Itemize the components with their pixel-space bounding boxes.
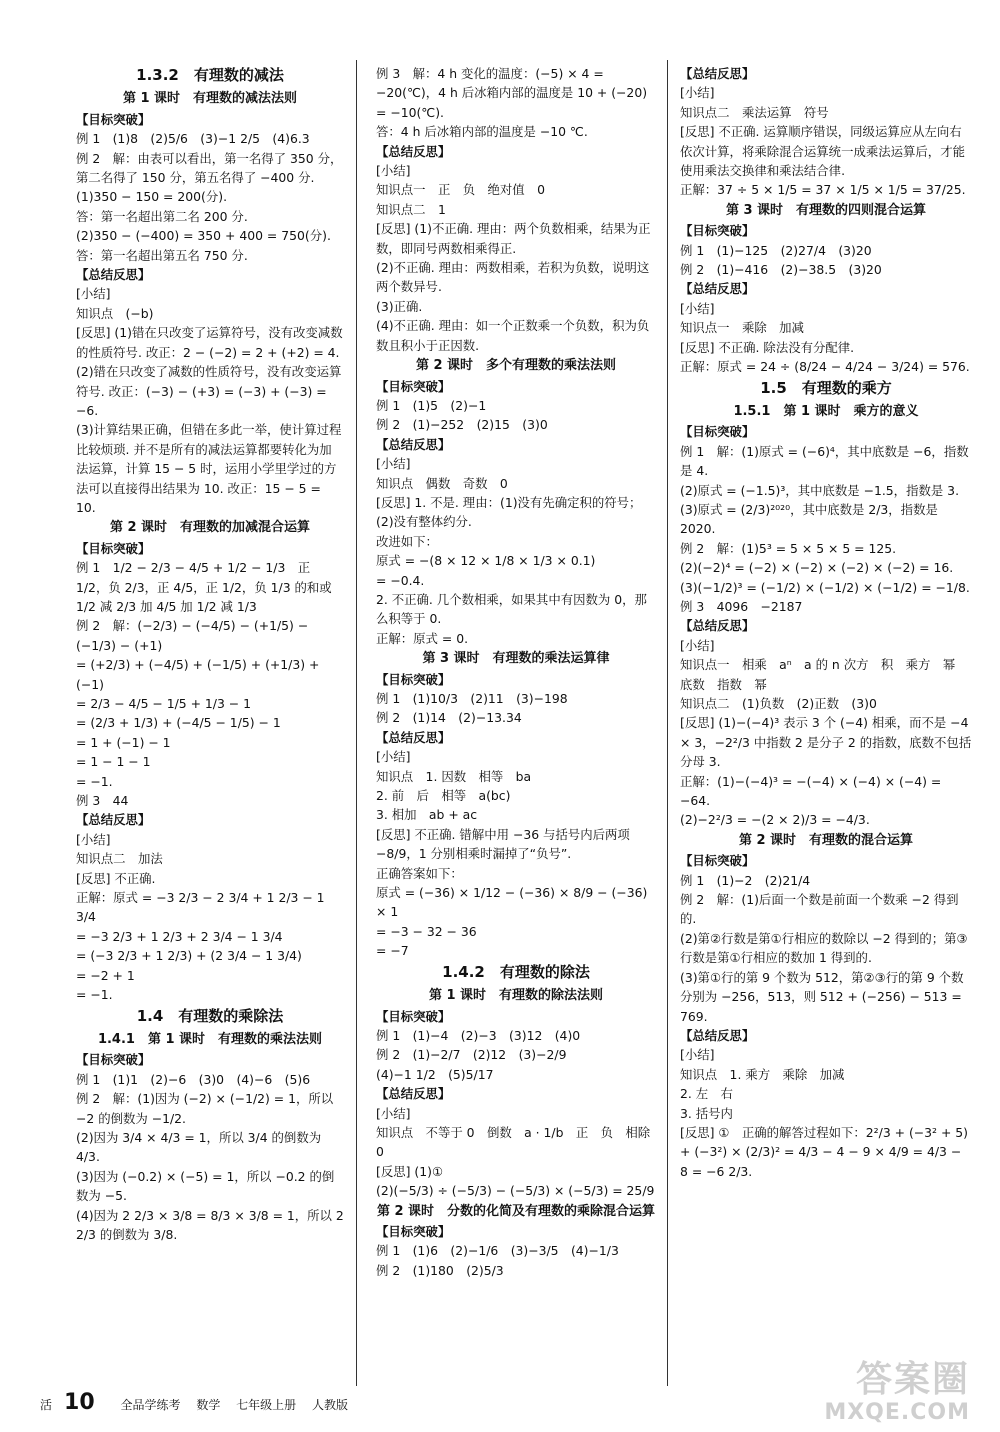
section-heading: 1.4 有理数的乘除法	[136, 1006, 284, 1025]
answer-line: (2)错在只改变了减数的性质符号，没有改变运算符号. 改正：(−3) − (+3) = (−3) + (−3) = −6.	[76, 364, 342, 418]
lesson-heading: 第 2 课时 有理数的加减混合运算	[109, 520, 311, 536]
section-tag: 【目标突破】	[376, 671, 451, 687]
edition: 人教版	[312, 1398, 349, 1412]
lesson-heading: 第 2 课时 分数的化简及有理数的乘除混合运算	[376, 1203, 656, 1219]
section-tag: 【总结反思】	[376, 1086, 451, 1102]
answer-line: 例 2 解：(−2/3) − (−4/5) − (+1/5) − (−1/3) − (+1)	[76, 618, 309, 653]
answer-line: (2)第②行数是第①行相应的数除以 −2 得到的；第③行数是第①行相应的数加 1 得到的.	[680, 930, 968, 966]
answer-line: 例 2 (1)−252 (2)15 (3)0	[376, 417, 548, 433]
answer-line: (4)不正确. 理由：如一个正数乘一个负数，积为负数且积小于正因数.	[376, 318, 650, 353]
lesson-heading: 1.4.1 第 1 课时 有理数的乘法法则	[97, 1031, 323, 1047]
answer-line: = −3 − 32 − 36	[376, 923, 477, 939]
answer-line: [反思] ① 正确的解答过程如下：2²/3 + (−3² + 5) + (−3²) × (2/3)² = 4/3 − 4 − 9 × 4/9 = 4/3 − 8 = −6 2/3.	[680, 1124, 969, 1179]
answer-line: = 1 + (−1) − 1	[76, 734, 171, 750]
answer-line: [反思] (1)错在只改变了运算符号，没有改变减数的性质符号. 改正：2 − (−2) = 2 + (+2) = 4.	[76, 325, 343, 360]
answer-line: 答：第一名超出第五名 750 分.	[76, 247, 248, 263]
section-tag: 【总结反思】	[680, 618, 755, 634]
section-tag: 【目标突破】	[680, 853, 755, 869]
column-left	[76, 64, 344, 1244]
section-tag: 【目标突破】	[376, 1223, 451, 1239]
section-tag: 【总结反思】	[376, 729, 451, 745]
answer-line: 答：第一名超出第二名 200 分.	[76, 208, 248, 224]
column-middle	[376, 64, 663, 1280]
answer-line: (4)−1 1/2 (5)5/17	[376, 1066, 494, 1082]
answer-line: 例 2 (1)−416 (2)−38.5 (3)20	[680, 262, 882, 278]
answer-line: 例 2 解：由表可以看出，第一名得了 350 分，第二名得了 150 分，第五名得了 −400 分.	[76, 150, 343, 186]
answer-line: [反思] 不正确. 除法没有分配律.	[680, 339, 855, 355]
answer-line: (2)(−2)⁴ = (−2) × (−2) × (−2) × (−2) = 16.	[680, 560, 954, 576]
answer-line: 答：4 h 后冰箱内部的温度是 −10 ℃.	[376, 124, 588, 140]
answer-line: [小结]	[76, 286, 111, 302]
answer-line: [反思] (1)−(−4)³ 表示 3 个 (−4) 相乘，而不是 −4 × 3，−2²/3 中指数 2 是分子 2 的指数，底数不包括分母 3.	[680, 715, 972, 770]
answer-line: 例 3 4096 −2187	[680, 598, 803, 614]
answer-line: (1)350 − 150 = 200(分).	[76, 189, 228, 205]
answer-line: [反思] 不正确. 错解中用 −36 与括号内后两项 −8/9，1 分别相乘时漏掉了“负号”.	[376, 826, 630, 862]
lesson-heading: 1.5.1 第 1 课时 乘方的意义	[733, 403, 919, 419]
section-tag: 【总结反思】	[76, 812, 151, 828]
answer-line: 知识点二 (1)负数 (2)正数 (3)0	[680, 696, 877, 711]
answer-line: 例 1 (1)−125 (2)27/4 (3)20	[680, 242, 872, 258]
answer-line: (2)因为 3/4 × 4/3 = 1，所以 3/4 的倒数为 4/3.	[76, 1129, 322, 1165]
answer-line: 知识点 (−b)	[76, 305, 154, 321]
lesson-heading: 第 1 课时 有理数的除法法则	[428, 988, 604, 1004]
lesson-heading: 第 3 课时 有理数的乘法运算律	[422, 651, 610, 667]
answer-line: [反思] 不正确. 运算顺序错误，同级运算应从左向右依次计算，将乘除混合运算统一成乘法运算后，才能使用乘法交换律和乘法结合律.	[680, 124, 965, 179]
answer-line: (2)原式 = (−1.5)³，其中底数是 −1.5，指数是 3.	[680, 482, 960, 498]
answer-line: = (−3 2/3 + 1 2/3) + (2 3/4 − 1 3/4)	[76, 948, 302, 964]
answer-line: 知识点二 加法	[76, 851, 163, 867]
answer-line: 3. 括号内	[680, 1105, 733, 1121]
answer-line: [反思] (1)①	[376, 1163, 444, 1179]
section-tag: 【总结反思】	[680, 66, 755, 81]
lesson-heading: 第 1 课时 有理数的减法法则	[122, 91, 298, 107]
answer-line: 知识点一 正 负 绝对值 0	[376, 182, 545, 198]
answer-line: (2)不正确. 理由：两数相乘，若积为负数，说明这两个数异号.	[376, 260, 650, 295]
answer-line: 例 2 解：(1)因为 (−2) × (−1/2) = 1，所以 −2 的倒数为 −1/2.	[76, 1091, 334, 1126]
column-divider-2	[667, 60, 668, 1386]
answer-line: [小结]	[76, 831, 111, 847]
answer-line: (2)−2²/3 = −(2 × 2)/3 = −4/3.	[680, 812, 870, 828]
section-tag: 【总结反思】	[376, 436, 451, 452]
answer-line: = 1 − 1 − 1	[76, 754, 151, 770]
answer-line: = 2/3 − 4/5 − 1/5 + 1/3 − 1	[76, 696, 252, 711]
section-heading: 1.5 有理数的乘方	[760, 378, 892, 397]
answer-line: = −3 2/3 + 1 2/3 + 2 3/4 − 1 3/4	[76, 928, 283, 944]
answer-line: 例 1 (1)6 (2)−1/6 (3)−3/5 (4)−1/3	[376, 1243, 619, 1259]
section-tag: 【总结反思】	[376, 143, 451, 159]
answer-line: = −1.	[76, 987, 113, 1003]
answer-line: 例 3 44	[76, 793, 129, 809]
answer-line: 例 1 (1)5 (2)−1	[376, 397, 487, 413]
answer-line: 例 1 解：(1)原式 = (−6)⁴，其中底数是 −6，指数是 4.	[680, 443, 969, 479]
answer-line: 正解：原式 = −3 2/3 − 2 3/4 + 1 2/3 − 1 3/4	[76, 890, 325, 925]
lesson-heading: 第 3 课时 有理数的四则混合运算	[725, 202, 927, 218]
answer-line: 正解：原式 = 0.	[376, 630, 469, 646]
answer-line: [反思] 不正确.	[76, 870, 156, 886]
answer-line: (2)(−5/3) ÷ (−5/3) − (−5/3) × (−5/3) = 25/9	[376, 1183, 655, 1199]
answer-line: 知识点 1. 乘方 乘除 加减	[680, 1066, 845, 1082]
answer-line: [小结]	[680, 300, 715, 316]
answer-line: 正确答案如下：	[376, 865, 463, 881]
section-tag: 【目标突破】	[76, 111, 151, 127]
column-divider-1	[356, 60, 357, 1386]
answer-line: 知识点 偶数 奇数 0	[376, 475, 508, 491]
answer-line: [小结]	[376, 749, 411, 765]
answer-line: (3)(−1/2)³ = (−1/2) × (−1/2) × (−1/2) = −1/8.	[680, 579, 970, 595]
answer-line: 改进如下：	[376, 533, 438, 549]
answer-line: [小结]	[376, 163, 411, 179]
answer-line: 知识点二 1	[376, 201, 446, 217]
answer-line: 知识点一 乘除 加减	[680, 320, 804, 336]
answer-line: 例 2 (1)−2/7 (2)12 (3)−2/9	[376, 1047, 567, 1063]
answer-line: 例 2 (1)180 (2)5/3	[376, 1262, 504, 1278]
answer-line: 正解：原式 = 24 ÷ (8/24 − 4/24 − 3/24) = 576.	[680, 359, 970, 375]
section-tag: 【目标突破】	[680, 223, 755, 239]
answer-line: (3)第①行的第 9 个数为 512，第②③行的第 9 个数分别为 −256，513，则 512 + (−256) − 513 = 769.	[680, 969, 964, 1024]
answer-line: 例 1 (1)10/3 (2)11 (3)−198	[376, 691, 568, 706]
answer-line: 例 2 (1)14 (2)−13.34	[376, 710, 522, 726]
watermark-en: MXQE.COM	[824, 1400, 970, 1425]
section-tag: 【目标突破】	[76, 540, 151, 556]
answer-line: 2. 不正确. 几个数相乘，如果其中有因数为 0，那么积等于 0.	[376, 591, 647, 627]
page-number: 10	[64, 1390, 95, 1415]
answer-line: (3)因为 (−0.2) × (−5) = 1，所以 −0.2 的倒数为 −5.	[76, 1168, 335, 1204]
watermark-cn: 答案圈	[855, 1359, 970, 1400]
answer-line: 3. 相加 ab + ac	[376, 807, 478, 823]
answer-line: = −0.4.	[376, 572, 425, 588]
answer-line: 知识点二 乘法运算 符号	[680, 104, 829, 120]
answer-line: [小结]	[680, 1047, 715, 1063]
answer-line: 正解：37 ÷ 5 × 1/5 = 37 × 1/5 × 1/5 = 37/25.	[680, 182, 966, 198]
answer-line: [小结]	[680, 85, 715, 101]
page-footer	[40, 1390, 360, 1415]
answer-line: 2. 前 后 相等 a(bc)	[376, 788, 511, 804]
section-heading: 1.3.2 有理数的减法	[136, 66, 284, 84]
section-heading: 1.4.2 有理数的除法	[442, 962, 590, 981]
subject: 数学	[196, 1398, 221, 1412]
column-right	[680, 64, 972, 1181]
answer-line: 正解：(1)−(−4)³ = −(−4) × (−4) × (−4) = −64.	[680, 773, 942, 809]
answer-line: 例 2 解：(1)后面一个数是前面一个数乘 −2 得到的.	[680, 892, 959, 927]
book-title: 全品学练考	[120, 1398, 181, 1412]
answer-line: 例 1 1/2 − 2/3 − 4/5 + 1/2 − 1/3 正 1/2，负 2/3，正 4/5，正 1/2，负 1/3 的和或 1/2 减 2/3 加 4/5 加 1/2 减 1/3	[76, 560, 332, 614]
answer-line: 原式 = (−36) × 1/12 − (−36) × 8/9 − (−36) × 1	[376, 885, 648, 920]
answer-line: (3)原式 = (2/3)²⁰²⁰，其中底数是 2/3，指数是 2020.	[680, 501, 938, 537]
answer-line: = −2 + 1	[76, 967, 135, 983]
section-tag: 【总结反思】	[680, 1027, 755, 1043]
section-tag: 【目标突破】	[680, 424, 755, 440]
answer-line: (4)因为 2 2/3 × 3/8 = 8/3 × 3/8 = 1，所以 2 2/3 的倒数为 3/8.	[76, 1207, 344, 1242]
answer-line: [小结]	[376, 456, 411, 472]
grade: 七年级上册	[236, 1398, 297, 1412]
lesson-heading: 第 2 课时 多个有理数的乘法法则	[415, 358, 617, 374]
watermark-logo	[780, 1360, 970, 1430]
answer-line: [反思] (1)不正确. 理由：两个负数相乘，结果为正数，即同号两数相乘得正.	[376, 221, 651, 256]
answer-line: (2)350 − (−400) = 350 + 400 = 750(分).	[76, 228, 331, 244]
answer-line: 例 1 (1)8 (2)5/6 (3)−1 2/5 (4)6.3	[76, 131, 310, 147]
section-tag: 【目标突破】	[376, 1008, 451, 1024]
answer-line: = −1.	[76, 773, 113, 789]
answer-line: 知识点一 相乘 aⁿ a 的 n 次方 积 乘方 幂 底数 指数 幂	[680, 657, 968, 692]
answer-line: = (+2/3) + (−4/5) + (−1/5) + (+1/3) + (−1)	[76, 657, 320, 692]
answer-line: 例 3 解：4 h 变化的温度：(−5) × 4 = −20(℃)，4 h 后冰箱内部的温度是 10 + (−20) = −10(℃).	[376, 66, 648, 120]
answer-line: 原式 = −(8 × 12 × 1/8 × 1/3 × 0.1)	[376, 553, 596, 569]
answer-line: = −7	[376, 943, 409, 959]
section-tag: 【目标突破】	[376, 378, 451, 394]
section-tag: 【总结反思】	[680, 281, 755, 297]
section-tag: 【目标突破】	[76, 1052, 151, 1068]
answer-line: 例 1 (1)−4 (2)−3 (3)12 (4)0	[376, 1027, 581, 1043]
answer-line: 例 1 (1)−2 (2)21/4	[680, 872, 811, 888]
answer-line: 2. 左 右	[680, 1086, 733, 1102]
section-tag: 【总结反思】	[76, 267, 151, 283]
answer-line: 知识点 不等于 0 倒数 a · 1/b 正 负 相除 0	[376, 1124, 663, 1160]
answer-line: 知识点 1. 因数 相等 ba	[376, 768, 532, 784]
answer-line: 例 2 解：(1)5³ = 5 × 5 × 5 = 125.	[680, 540, 897, 556]
footer-prefix: 活	[40, 1398, 53, 1412]
answer-line: [反思] 1. 不是. 理由：(1)没有先确定积的符号；(2)没有整体约分.	[376, 494, 642, 530]
answer-line: [小结]	[376, 1105, 411, 1121]
answer-line: (3)正确.	[376, 298, 423, 314]
answer-line: [小结]	[680, 637, 715, 653]
answer-line: = (2/3 + 1/3) + (−4/5 − 1/5) − 1	[76, 715, 281, 731]
lesson-heading: 第 2 课时 有理数的混合运算	[738, 832, 914, 848]
answer-line: 例 1 (1)1 (2)−6 (3)0 (4)−6 (5)6	[76, 1071, 311, 1087]
answer-line: (3)计算结果正确，但错在多此一举，使计算过程比较烦琐. 并不是所有的减法运算都要转化为加法运算，计算 15 − 5 时，运用小学里学过的方法可以直接得出结果为 10. 改正：15 − 5 = 10.	[76, 422, 342, 515]
